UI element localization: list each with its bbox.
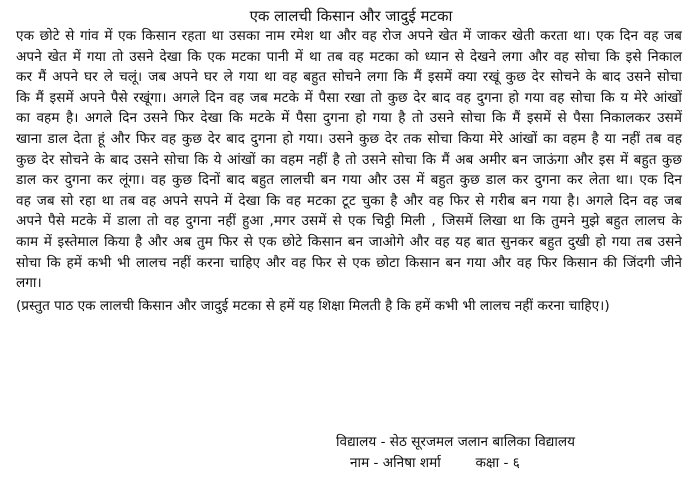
author-footer — [336, 432, 575, 474]
story-paragraph: एक छोटे से गांव में एक किसान रहता था उसका नाम रमेश था और वह रोज अपने खेत में जाकर खेती करता था। एक दिन वह जब अपने खेत में गया तो उसने देखा कि एक मटका पानी में था तब वह मटका को ध्यान से देखने लगा और वह सोचा कि इसे निकाल कर मैं अपने घर ले चलूं। जब अपने घर ले गया था वह बहुत सोचने लगा कि मैं इसमें क्या रखूं कुछ देर सोचने के बाद उसने सोचा कि मैं इसमें अपने पैसे रखूंगा। अगले दिन वह जब मटके में पैसा रखा तो कुछ देर बाद वह दुगना हो गया वह सोचा कि य मेरे आंखों का वहम है। अगले दिन उसने फिर देखा कि मटके में पैसा दुगना हो गया है तो उसने सोचा कि मैं इसमें से पैसा निकालकर उसमें खाना डाल देता हूं और फिर वह कुछ देर बाद दुगना हो गया। उसने कुछ देर तक सोचा किया मेरे आंखों का वहम है या नहीं तब वह कुछ देर सोचने के बाद उसने सोचा कि ये आंखों का वहम नहीं है तो उसने सोचा कि मैं अब अमीर बन जाऊंगा और इस में बहुत कुछ डाल कर दुगना कर लूंगा। वह कुछ दिनों बाद बहुत लालची बन गया और उस में बहुत कुछ डाल कर दुगना कर लेता था। एक दिन वह जब सो रहा था तब वह अपने सपने में देखा कि वह मटका टूट चुका है और वह फिर से गरीब बन गया है। अगले दिन वह जब अपने पैसे मटके में डाला तो वह दुगना नहीं हुआ ,मगर उसमें से एक चिट्ठी मिली , जिसमें लिखा था कि तुमने मुझे बहुत लालच के काम में इस्तेमाल किया है और अब तुम फिर से एक छोटे किसान बन जाओगे और वह यह बात सुनकर बहुत दुखी हो गया तब उसने सोचा कि हमें कभी भी लालच नहीं करना चाहिए और वह फिर से एक छोटा किसान बन गया और वह फिर किसान की जिंदगी जीने लगा। — [16, 28, 683, 292]
student-name: नाम - अनिषा शर्मा — [350, 455, 441, 471]
name-class-line — [336, 453, 575, 474]
student-class: कक्षा - ६ — [475, 455, 520, 471]
moral-paragraph: (प्रस्तुत पाठ एक लालची किसान और जादुई मटका से हमें यह शिक्षा मिलती है कि हमें कभी भी लालच नहीं करना चाहिए।) — [16, 297, 610, 314]
story-title: एक लालची किसान और जादुई मटका — [249, 7, 453, 25]
school-line: विद्यालय - सेठ सूरजमल जलान बालिका विद्यालय — [336, 434, 575, 450]
